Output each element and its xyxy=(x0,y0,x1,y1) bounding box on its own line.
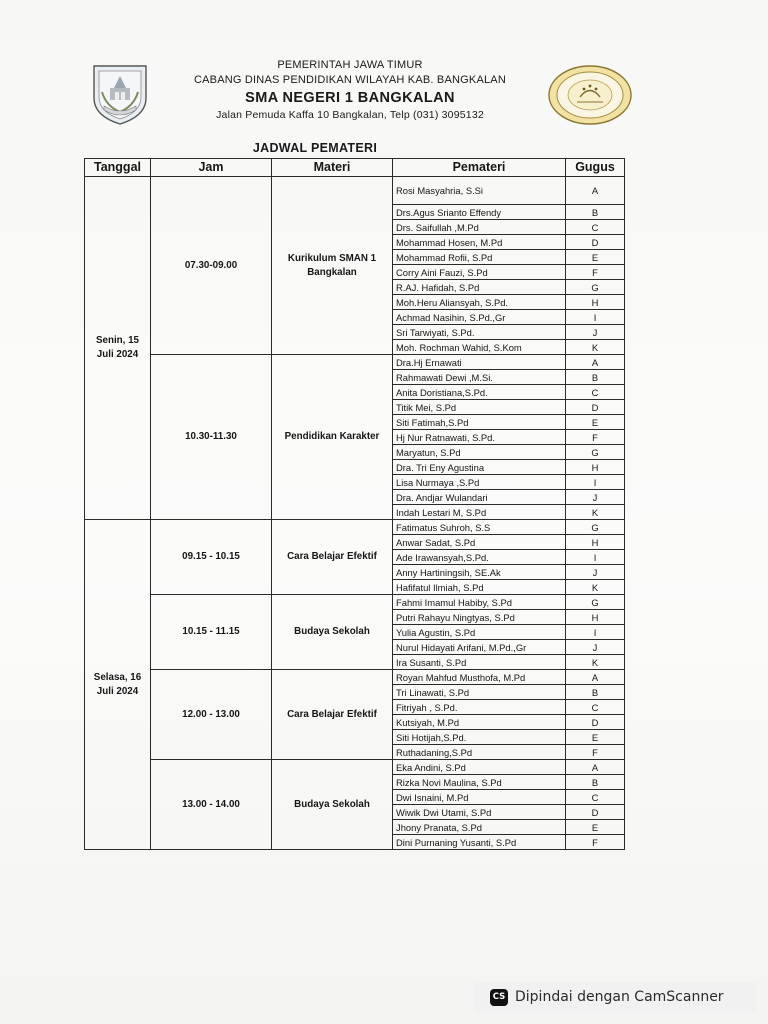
cell-gugus: D xyxy=(566,805,625,820)
cell-pemateri: Rizka Novi Maulina, S.Pd xyxy=(393,775,566,790)
cell-gugus: I xyxy=(566,310,625,325)
cell-gugus: G xyxy=(566,595,625,610)
table-row xyxy=(85,595,625,610)
cell-jam: 10.15 - 11.15 xyxy=(151,595,272,670)
cell-pemateri: Fitriyah , S.Pd. xyxy=(393,700,566,715)
letterhead-address: Jalan Pemuda Kaffa 10 Bangkalan, Telp (031) 3095132 xyxy=(216,109,484,121)
cell-pemateri: Moh.Heru Aliansyah, S.Pd. xyxy=(393,295,566,310)
letterhead-government: PEMERINTAH JAWA TIMUR xyxy=(277,59,423,71)
cell-materi: Cara Belajar Efektif xyxy=(272,670,393,760)
cell-gugus: J xyxy=(566,325,625,340)
cell-gugus: C xyxy=(566,790,625,805)
cell-gugus: F xyxy=(566,430,625,445)
cell-gugus: D xyxy=(566,400,625,415)
cell-gugus: J xyxy=(566,640,625,655)
cell-pemateri: Rosi Masyahria, S.Si xyxy=(393,177,566,205)
cell-pemateri: Sri Tarwiyati, S.Pd. xyxy=(393,325,566,340)
cell-gugus: B xyxy=(566,370,625,385)
cell-gugus: D xyxy=(566,715,625,730)
table-header-row xyxy=(85,159,625,177)
cell-gugus: A xyxy=(566,760,625,775)
cell-pemateri: Yulia Agustin, S.Pd xyxy=(393,625,566,640)
cell-pemateri: Anita Doristiana,S.Pd. xyxy=(393,385,566,400)
cell-pemateri: Anwar Sadat, S.Pd xyxy=(393,535,566,550)
cell-gugus: F xyxy=(566,745,625,760)
cell-pemateri: Achmad Nasihin, S.Pd.,Gr xyxy=(393,310,566,325)
camscanner-logo-icon: CS xyxy=(490,989,508,1006)
cell-materi: Budaya Sekolah xyxy=(272,595,393,670)
cell-pemateri: Dra. Andjar Wulandari xyxy=(393,490,566,505)
cell-gugus: G xyxy=(566,520,625,535)
cell-gugus: F xyxy=(566,265,625,280)
cell-gugus: A xyxy=(566,670,625,685)
cell-gugus: B xyxy=(566,685,625,700)
letterhead-agency: CABANG DINAS PENDIDIKAN WILAYAH KAB. BANGKALAN xyxy=(194,74,506,86)
cell-pemateri: Lisa Nurmaya ,S.Pd xyxy=(393,475,566,490)
cell-tanggal: Selasa, 16 Juli 2024 xyxy=(85,520,151,850)
cell-gugus: G xyxy=(566,445,625,460)
cell-gugus: E xyxy=(566,415,625,430)
cell-pemateri: Royan Mahfud Musthofa, M.Pd xyxy=(393,670,566,685)
document-title: JADWAL PEMATERI xyxy=(252,141,378,155)
cell-pemateri: Dra. Tri Eny Agustina xyxy=(393,460,566,475)
cell-gugus: H xyxy=(566,460,625,475)
cell-gugus: E xyxy=(566,820,625,835)
cell-pemateri: Putri Rahayu Ningtyas, S.Pd xyxy=(393,610,566,625)
cell-pemateri: Titik Mei, S.Pd xyxy=(393,400,566,415)
cell-gugus: C xyxy=(566,385,625,400)
header-pemateri: Pemateri xyxy=(393,159,566,177)
cell-gugus: H xyxy=(566,610,625,625)
cell-gugus: C xyxy=(566,220,625,235)
table-row xyxy=(85,520,625,535)
cell-materi: Budaya Sekolah xyxy=(272,760,393,850)
cell-pemateri: Rahmawati Dewi ,M.Si. xyxy=(393,370,566,385)
header-gugus: Gugus xyxy=(566,159,625,177)
cell-pemateri: R.AJ. Hafidah, S.Pd xyxy=(393,280,566,295)
cell-gugus: K xyxy=(566,580,625,595)
camscanner-text: Dipindai dengan CamScanner xyxy=(515,989,724,1005)
cell-pemateri: Nurul Hidayati Arifani, M.Pd.,Gr xyxy=(393,640,566,655)
table-row xyxy=(85,355,625,370)
cell-pemateri: Anny Hartiningsih, SE.Ak xyxy=(393,565,566,580)
cell-jam: 13.00 - 14.00 xyxy=(151,760,272,850)
cell-gugus: A xyxy=(566,177,625,205)
cell-tanggal: Senin, 15 Juli 2024 xyxy=(85,177,151,520)
cell-pemateri: Dwi Isnaini, M.Pd xyxy=(393,790,566,805)
cell-gugus: F xyxy=(566,835,625,850)
header-materi: Materi xyxy=(272,159,393,177)
cell-jam: 09.15 - 10.15 xyxy=(151,520,272,595)
cell-gugus: K xyxy=(566,655,625,670)
cell-pemateri: Fatimatus Suhroh, S.S xyxy=(393,520,566,535)
cell-materi: Cara Belajar Efektif xyxy=(272,520,393,595)
table-row xyxy=(85,177,625,205)
cell-materi: Kurikulum SMAN 1 Bangkalan xyxy=(272,177,393,355)
cell-jam: 07.30-09.00 xyxy=(151,177,272,355)
cell-pemateri: Drs.Agus Srianto Effendy xyxy=(393,205,566,220)
cell-pemateri: Ira Susanti, S.Pd xyxy=(393,655,566,670)
cell-pemateri: Drs. Saifullah ,M.Pd xyxy=(393,220,566,235)
cell-gugus: H xyxy=(566,535,625,550)
cell-gugus: G xyxy=(566,280,625,295)
schedule-table-body xyxy=(85,177,625,850)
cell-gugus: E xyxy=(566,250,625,265)
cell-pemateri: Wiwik Dwi Utami, S.Pd xyxy=(393,805,566,820)
letterhead-school-name: SMA NEGERI 1 BANGKALAN xyxy=(245,90,455,106)
cell-gugus: J xyxy=(566,490,625,505)
cell-pemateri: Dra.Hj Ernawati xyxy=(393,355,566,370)
cell-materi: Pendidikan Karakter xyxy=(272,355,393,520)
cell-gugus: I xyxy=(566,475,625,490)
cell-gugus: I xyxy=(566,625,625,640)
camscanner-watermark xyxy=(474,982,756,1012)
cell-pemateri: Fahmi Imamul Habiby, S.Pd xyxy=(393,595,566,610)
cell-pemateri: Mohammad Rofii, S.Pd xyxy=(393,250,566,265)
cell-pemateri: Siti Fatimah,S.Pd xyxy=(393,415,566,430)
cell-pemateri: Siti Hotijah,S.Pd. xyxy=(393,730,566,745)
cell-gugus: A xyxy=(566,355,625,370)
schedule-table xyxy=(84,158,625,850)
cell-pemateri: Dini Purnaning Yusanti, S.Pd xyxy=(393,835,566,850)
cell-pemateri: Eka Andini, S.Pd xyxy=(393,760,566,775)
cell-pemateri: Indah Lestari M, S.Pd xyxy=(393,505,566,520)
table-row xyxy=(85,760,625,775)
table-row xyxy=(85,670,625,685)
header-tanggal: Tanggal xyxy=(85,159,151,177)
cell-gugus: D xyxy=(566,235,625,250)
cell-pemateri: Ade Irawansyah,S.Pd. xyxy=(393,550,566,565)
cell-pemateri: Kutsiyah, M.Pd xyxy=(393,715,566,730)
cell-pemateri: Tri Linawati, S.Pd xyxy=(393,685,566,700)
cell-pemateri: Corry Aini Fauzi, S.Pd xyxy=(393,265,566,280)
header-jam: Jam xyxy=(151,159,272,177)
cell-pemateri: Jhony Pranata, S.Pd xyxy=(393,820,566,835)
school-seal-icon xyxy=(547,64,633,126)
cell-gugus: I xyxy=(566,550,625,565)
cell-pemateri: Moh. Rochman Wahid, S.Kom xyxy=(393,340,566,355)
cell-gugus: K xyxy=(566,505,625,520)
cell-pemateri: Hafifatul Ilmiah, S.Pd xyxy=(393,580,566,595)
cell-gugus: K xyxy=(566,340,625,355)
cell-gugus: C xyxy=(566,700,625,715)
cell-gugus: B xyxy=(566,205,625,220)
cell-pemateri: Ruthadaning,S.Pd xyxy=(393,745,566,760)
jawa-timur-emblem-icon xyxy=(86,62,154,126)
cell-jam: 10.30-11.30 xyxy=(151,355,272,520)
cell-jam: 12.00 - 13.00 xyxy=(151,670,272,760)
cell-gugus: B xyxy=(566,775,625,790)
cell-pemateri: Maryatun, S.Pd xyxy=(393,445,566,460)
cell-gugus: E xyxy=(566,730,625,745)
cell-gugus: J xyxy=(566,565,625,580)
cell-pemateri: Mohammad Hosen, M.Pd xyxy=(393,235,566,250)
cell-pemateri: Hj Nur Ratnawati, S.Pd. xyxy=(393,430,566,445)
cell-gugus: H xyxy=(566,295,625,310)
